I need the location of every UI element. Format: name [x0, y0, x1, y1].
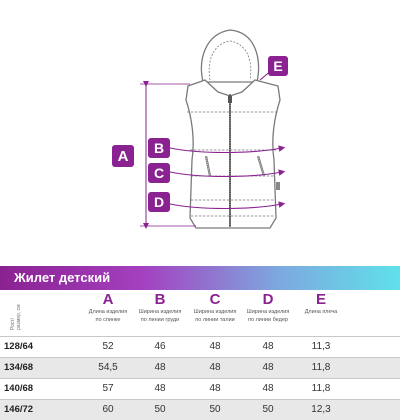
- cell-a: 57: [102, 383, 114, 394]
- size-table: [0, 292, 400, 420]
- cell-b: 48: [154, 362, 166, 373]
- cell-a: 52: [102, 341, 114, 352]
- column-desc-c-2: по линии талии: [195, 317, 235, 323]
- marker-c-letter: C: [153, 165, 165, 181]
- column-letter-a: A: [102, 291, 114, 308]
- table-header-row: [0, 292, 400, 336]
- cell-c: 48: [209, 362, 221, 373]
- cell-d: 48: [262, 383, 274, 394]
- cell-e: 11,3: [311, 341, 331, 352]
- cell-d: 50: [262, 404, 274, 415]
- cell-d: 48: [262, 362, 274, 373]
- table-row: [0, 378, 400, 399]
- cell-b: 48: [154, 383, 166, 394]
- cell-b: 46: [154, 341, 166, 352]
- marker-a-badge: [112, 145, 134, 167]
- column-header-e: [291, 292, 351, 317]
- row-size: 134/68: [4, 362, 34, 373]
- row-size: 140/68: [4, 383, 34, 394]
- table-row: [0, 399, 400, 420]
- column-desc-a-2: по спинке: [95, 317, 121, 323]
- marker-d-letter: D: [153, 194, 165, 210]
- cell-e: 11,8: [311, 383, 331, 394]
- column-letter-b: B: [154, 291, 166, 308]
- row-size: 128/64: [4, 341, 34, 352]
- vest-body-outline: [186, 80, 280, 228]
- column-header-c: [185, 292, 245, 324]
- column-header-d: [238, 292, 298, 324]
- cell-d: 48: [262, 341, 274, 352]
- column-desc-d-1: Ширина изделия: [246, 309, 290, 315]
- size-header-line1: Рост/: [10, 317, 16, 330]
- column-header-a: [78, 292, 138, 324]
- hood-outline: [201, 30, 258, 82]
- cell-b: 50: [154, 404, 166, 415]
- column-letter-d: D: [262, 291, 274, 308]
- product-title: Жилет детский: [14, 270, 111, 285]
- column-desc-c-1: Ширина изделия: [193, 309, 237, 315]
- table-row: [0, 336, 400, 357]
- marker-c-badge: [148, 163, 170, 183]
- table-row: [0, 357, 400, 378]
- marker-e-badge: [268, 56, 288, 76]
- column-letter-c: C: [209, 291, 221, 308]
- zipper-pull: [228, 96, 232, 103]
- column-desc-a-1: Длина изделия: [88, 309, 128, 315]
- cell-a: 60: [102, 404, 114, 415]
- column-header-b: [130, 292, 190, 324]
- marker-e-letter: E: [273, 58, 283, 74]
- marker-d-badge: [148, 192, 170, 212]
- cell-c: 50: [209, 404, 221, 415]
- cell-e: 12,3: [311, 404, 331, 415]
- size-header-line2: размер, см: [16, 304, 22, 330]
- cell-e: 11,8: [311, 362, 331, 373]
- size-column-header: [2, 296, 22, 334]
- column-letter-e: E: [315, 291, 326, 308]
- product-title-banner: [0, 266, 400, 290]
- brand-tag: [276, 182, 280, 190]
- column-desc-d-2: по линии бедер: [248, 317, 288, 323]
- cell-c: 48: [209, 383, 221, 394]
- row-size: 146/72: [4, 404, 34, 415]
- column-desc-e-1: Длина плеча: [304, 309, 338, 315]
- marker-b-letter: B: [153, 140, 165, 156]
- marker-a-letter: A: [117, 148, 129, 165]
- cell-c: 48: [209, 341, 221, 352]
- column-desc-b-2: по линии груди: [140, 317, 180, 323]
- column-desc-b-1: Ширина изделия: [138, 309, 182, 315]
- cell-a: 54,5: [98, 362, 118, 373]
- marker-b-badge: [148, 138, 170, 158]
